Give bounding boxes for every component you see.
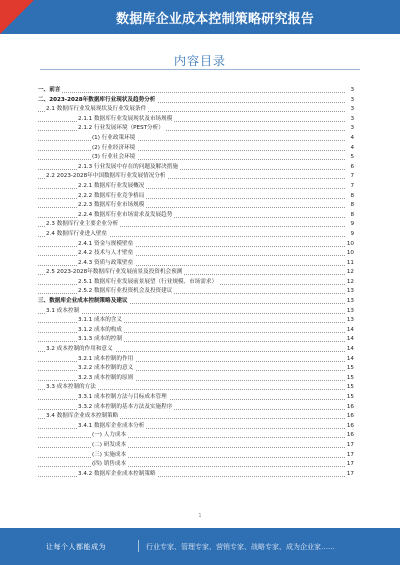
toc-entry[interactable] xyxy=(38,220,354,230)
toc-entry-page: 6 xyxy=(345,163,354,173)
toc-entry-page: 17 xyxy=(345,451,354,461)
toc-entry-page: 5 xyxy=(345,153,354,163)
toc-entry-page: 14 xyxy=(345,355,354,365)
page-header xyxy=(0,0,400,34)
table-of-contents xyxy=(38,86,354,479)
toc-entry-page: 9 xyxy=(345,230,354,240)
toc-entry-page: 13 xyxy=(345,287,354,297)
toc-entry-page: 12 xyxy=(345,278,354,288)
toc-entry-page: 13 xyxy=(345,297,354,307)
toc-entry-text: 3.3.1 成本控制方法与目标成本管理 xyxy=(78,393,169,403)
toc-leader-dots xyxy=(38,140,345,141)
toc-entry[interactable] xyxy=(38,124,354,134)
toc-entry-page: 17 xyxy=(345,470,354,480)
toc-entry[interactable] xyxy=(38,134,354,144)
toc-entry[interactable] xyxy=(38,86,354,96)
toc-entry[interactable] xyxy=(38,297,354,307)
toc-entry-page: 14 xyxy=(345,326,354,336)
toc-leader-dots xyxy=(38,457,345,458)
toc-entry-text: 一、前言 xyxy=(38,86,62,96)
toc-entry[interactable] xyxy=(38,259,354,269)
toc-entry-page: 13 xyxy=(345,307,354,317)
toc-entry-text: 2.2 2023-2028年中国数据库行业发展情况分析 xyxy=(46,172,167,182)
toc-entry-page: 8 xyxy=(345,211,354,221)
toc-entry[interactable] xyxy=(38,287,354,297)
toc-entry-page: 15 xyxy=(345,393,354,403)
toc-leader-dots xyxy=(38,313,345,314)
toc-leader-dots xyxy=(38,92,345,93)
corner-accent xyxy=(0,0,34,34)
toc-entry[interactable] xyxy=(38,211,354,221)
toc-entry[interactable] xyxy=(38,278,354,288)
toc-entry[interactable] xyxy=(38,153,354,163)
toc-entry-text: 二、2023-2028年数据库行业现状及趋势分析 xyxy=(38,96,157,106)
toc-entry-page: 15 xyxy=(345,374,354,384)
toc-entry-page: 3 xyxy=(345,124,354,134)
toc-entry[interactable] xyxy=(38,96,354,106)
toc-entry-page: 7 xyxy=(345,172,354,182)
toc-entry[interactable] xyxy=(38,422,354,432)
toc-entry-text: 2.2.3 数据库行业市场规模 xyxy=(78,201,146,211)
toc-entry-page: 13 xyxy=(345,316,354,326)
toc-entry-text: 3.4 数据库企业成本控制策略 xyxy=(46,412,120,422)
toc-entry-text: (2) 行业经济环境 xyxy=(92,144,137,154)
toc-entry[interactable] xyxy=(38,451,354,461)
toc-leader-dots xyxy=(38,150,345,151)
toc-entry-page: 16 xyxy=(345,431,354,441)
toc-entry-text: (一) 人力成本 xyxy=(92,431,128,441)
toc-divider xyxy=(40,69,360,70)
toc-entry[interactable] xyxy=(38,172,354,182)
toc-entry-text: 2.4.1 资金与规模壁垒 xyxy=(78,240,135,250)
toc-entry[interactable] xyxy=(38,355,354,365)
toc-entry-text: 3.3 成本控制的方法 xyxy=(46,383,98,393)
toc-entry-page: 4 xyxy=(345,134,354,144)
toc-entry[interactable] xyxy=(38,470,354,480)
toc-entry-page: 10 xyxy=(345,240,354,250)
toc-entry-text: 3.2.2 成本控制的意义 xyxy=(78,364,135,374)
toc-entry-page: 17 xyxy=(345,441,354,451)
toc-leader-dots xyxy=(38,159,345,160)
toc-entry-page: 10 xyxy=(345,249,354,259)
toc-entry-text: 三、数据库企业成本控制策略及建议 xyxy=(38,297,130,307)
toc-entry[interactable] xyxy=(38,403,354,413)
toc-entry-text: (二) 研发成本 xyxy=(92,441,128,451)
toc-entry-text: 3.1.2 成本的构成 xyxy=(78,326,124,336)
toc-entry[interactable] xyxy=(38,412,354,422)
toc-entry[interactable] xyxy=(38,316,354,326)
toc-entry[interactable] xyxy=(38,364,354,374)
toc-entry-page: 14 xyxy=(345,335,354,345)
toc-entry-text: 2.4 数据库行业进入壁垒 xyxy=(46,230,109,240)
toc-entry[interactable] xyxy=(38,240,354,250)
toc-entry-text: 2.1.3 行业发展中存在的问题及解决措施 xyxy=(78,163,180,173)
toc-leader-dots xyxy=(38,466,345,467)
toc-entry-text: 2.1 数据库行业发展现状及行业发展条件 xyxy=(46,105,148,115)
toc-entry[interactable] xyxy=(38,431,354,441)
toc-entry-page: 16 xyxy=(345,422,354,432)
toc-entry[interactable] xyxy=(38,105,354,115)
toc-entry-text: 3.4.1 数据库企业成本分析 xyxy=(78,422,146,432)
toc-entry[interactable] xyxy=(38,335,354,345)
toc-entry[interactable] xyxy=(38,192,354,202)
toc-entry-text: 3.2 成本控制的作用和意义 xyxy=(46,345,115,355)
toc-entry-page: 4 xyxy=(345,144,354,154)
toc-entry[interactable] xyxy=(38,307,354,317)
toc-entry[interactable] xyxy=(38,393,354,403)
toc-entry-text: 2.4.2 技术与人才壁垒 xyxy=(78,249,135,259)
toc-entry[interactable] xyxy=(38,230,354,240)
toc-entry-page: 11 xyxy=(345,259,354,269)
toc-entry-text: 3.3.2 成本控制的基本方法及实施程序 xyxy=(78,403,174,413)
toc-entry-text: 3.1.3 成本的控制 xyxy=(78,335,124,345)
toc-entry[interactable] xyxy=(38,144,354,154)
toc-entry-text: (四) 销售成本 xyxy=(92,460,128,470)
toc-entry-page: 15 xyxy=(345,383,354,393)
toc-entry[interactable] xyxy=(38,441,354,451)
toc-entry-page: 16 xyxy=(345,412,354,422)
toc-entry-text: 2.1.1 数据库行业发展现状及市场规模 xyxy=(78,115,174,125)
toc-entry-page: 9 xyxy=(345,220,354,230)
toc-leader-dots xyxy=(38,437,345,438)
toc-entry-text: 2.5.2 数据库行业投资机会及投资建议 xyxy=(78,287,174,297)
toc-entry[interactable] xyxy=(38,115,354,125)
toc-entry-page: 8 xyxy=(345,192,354,202)
toc-entry-text: 2.2.2 数据库行业竞争格局 xyxy=(78,192,146,202)
toc-entry-page: 3 xyxy=(345,115,354,125)
toc-entry-text: 2.4.3 资质与政策壁垒 xyxy=(78,259,135,269)
toc-entry-text: (三) 实施成本 xyxy=(92,451,128,461)
toc-entry-page: 3 xyxy=(345,105,354,115)
toc-entry-page: 3 xyxy=(345,96,354,106)
footer-slogan: 让每个人都能成为 xyxy=(46,543,106,551)
page-number: 1 xyxy=(198,513,202,519)
report-title: 数据库企业成本控制策略研究报告 xyxy=(116,12,315,27)
toc-entry[interactable] xyxy=(38,460,354,470)
toc-entry[interactable] xyxy=(38,182,354,192)
toc-entry[interactable] xyxy=(38,345,354,355)
toc-entry-text: 2.5.1 数据库行业发展前景展望（行业规模、市场需求） xyxy=(78,278,219,288)
toc-entry-text: 3.1 成本控制 xyxy=(46,307,81,317)
toc-entry[interactable] xyxy=(38,163,354,173)
toc-entry-text: 3.2.3 成本控制的原则 xyxy=(78,374,135,384)
toc-entry[interactable] xyxy=(38,268,354,278)
toc-entry[interactable] xyxy=(38,383,354,393)
toc-entry[interactable] xyxy=(38,326,354,336)
toc-entry-text: 3.1.1 成本的含义 xyxy=(78,316,124,326)
toc-entry-text: 3.4.2 数据库企业成本控制策略 xyxy=(78,470,158,480)
footer-divider xyxy=(138,540,139,552)
toc-entry[interactable] xyxy=(38,249,354,259)
toc-entry-text: 2.3 数据库行业主要企业分析 xyxy=(46,220,120,230)
toc-entry-page: 12 xyxy=(345,268,354,278)
toc-entry-page: 15 xyxy=(345,364,354,374)
toc-entry-text: 2.2.1 数据库行业发展概况 xyxy=(78,182,146,192)
toc-entry[interactable] xyxy=(38,201,354,211)
toc-entry-page: 14 xyxy=(345,345,354,355)
toc-entry-page: 17 xyxy=(345,460,354,470)
toc-title: 内容目录 xyxy=(173,54,226,68)
toc-entry[interactable] xyxy=(38,374,354,384)
toc-entry-page: 8 xyxy=(345,201,354,211)
footer-tagline: 行业专家、管理专家、营销专家、战略专家、成为企业家…… xyxy=(146,543,335,551)
toc-entry-text: 2.2.4 数据库行业市场需求及发展趋势 xyxy=(78,211,174,221)
toc-entry-text: (3) 行业社会环境 xyxy=(92,153,137,163)
toc-leader-dots xyxy=(38,447,345,448)
toc-entry-text: 3.2.1 成本控制的作用 xyxy=(78,355,135,365)
toc-entry-text: 2.5 2023-2028年数据库行业发展前景及投资机会预测 xyxy=(46,268,184,278)
toc-entry-page: 7 xyxy=(345,182,354,192)
toc-entry-text: (1) 行业政策环境 xyxy=(92,134,137,144)
page-footer xyxy=(0,528,400,565)
toc-entry-page: 16 xyxy=(345,403,354,413)
toc-entry-text: 2.1.2 行业发展环境（PEST分析） xyxy=(78,124,166,134)
toc-entry-page: 3 xyxy=(345,86,354,96)
